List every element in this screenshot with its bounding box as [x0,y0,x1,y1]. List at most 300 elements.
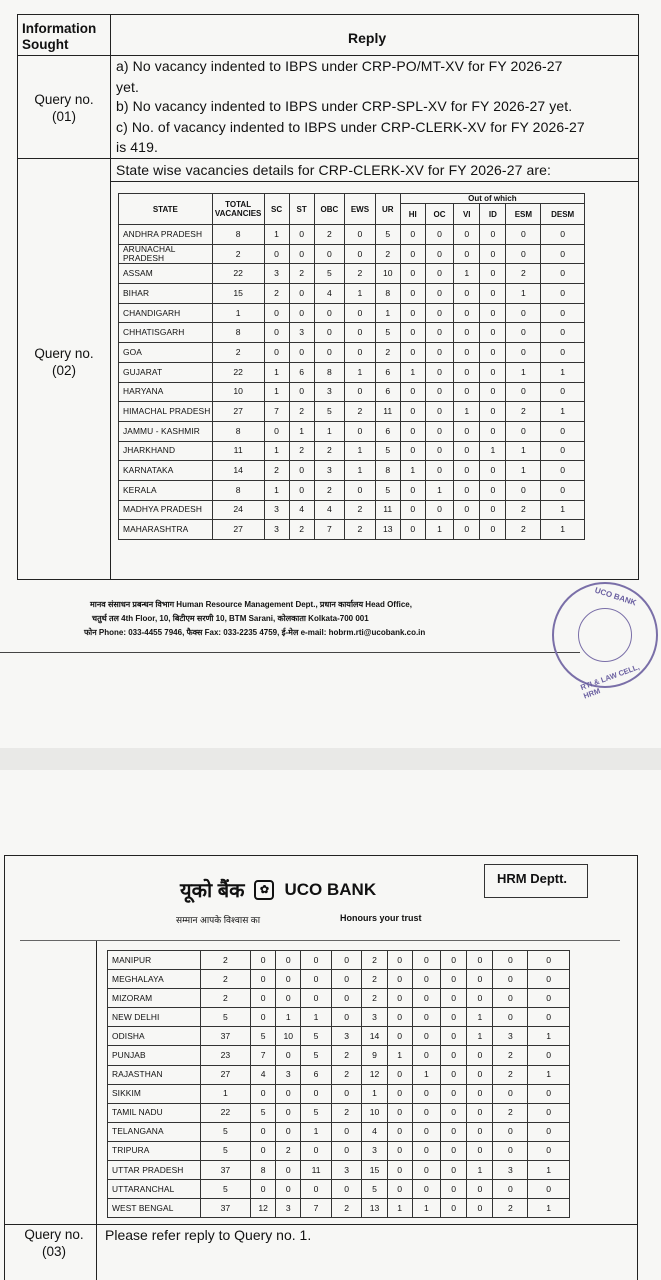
table-cell: 5 [375,323,400,343]
table-cell: 0 [387,1008,412,1027]
table-cell: 5 [314,264,345,284]
table-cell: 0 [528,1008,570,1027]
dept-box: HRM Deptt. [484,864,588,898]
state-name: CHANDIGARH [119,303,213,323]
table-cell: 4 [251,1065,276,1084]
table-cell: 0 [345,244,376,264]
table-cell: 1 [412,1199,440,1218]
table-cell: 0 [345,225,376,245]
table-cell: 5 [314,402,345,422]
table-cell: 23 [200,1046,250,1065]
table-cell: 0 [276,1046,301,1065]
table-cell: 2 [314,225,345,245]
table-cell: 37 [200,1027,250,1046]
table-cell: 1 [506,284,541,304]
table-cell: 0 [425,500,453,520]
table-cell: 0 [454,382,480,402]
uco-bank-logo [180,876,376,903]
table-cell: 3 [264,520,289,540]
table-cell: 0 [528,1103,570,1122]
table-cell: 2 [362,989,387,1008]
table-cell: 0 [454,500,480,520]
table-cell: 1 [212,303,264,323]
table-cell: 0 [345,421,376,441]
state-name: HIMACHAL PRADESH [119,402,213,422]
footer-line-2: चतुर्थ तल 4th Floor, 10, बिटीएम सरणी 10, BTM Sarani, कोलकाता Kolkata-700 001 [92,614,369,623]
table-cell: 4 [314,284,345,304]
query-1-reply-line: yet. [116,79,139,95]
table-row [119,480,585,500]
table-cell: 0 [467,970,493,989]
table-cell: 7 [251,1046,276,1065]
table-cell: 1 [375,303,400,323]
table-cell: 1 [387,1046,412,1065]
table-cell: 5 [375,480,400,500]
table-cell: 0 [528,1180,570,1199]
state-name: KARNATAKA [119,461,213,481]
table-row [119,264,585,284]
col-header-obc: OBC [314,194,345,225]
table-cell: 0 [412,1141,440,1160]
table-cell: 0 [528,1046,570,1065]
table-cell: 5 [375,441,400,461]
table-cell: 0 [541,441,585,461]
table-cell: 0 [264,343,289,363]
table-cell: 0 [301,1180,332,1199]
table-cell: 0 [345,382,376,402]
table-cell: 2 [375,244,400,264]
table-row [119,362,585,382]
table-row [119,500,585,520]
table-cell: 2 [289,441,314,461]
state-name: TELANGANA [108,1122,201,1141]
table-cell: 0 [387,1122,412,1141]
table-cell: 0 [400,500,425,520]
query-1-reply-line: a) No vacancy indented to IBPS under CRP-PO/MT-XV for FY 2026-27 [116,58,563,74]
query-3-label: Query no. (03) [24,1227,84,1259]
table-cell: 0 [467,1141,493,1160]
table-cell: 8 [251,1161,276,1180]
col-header-total: TOTAL VACANCIES [212,194,264,225]
table-cell: 0 [264,323,289,343]
table-cell: 0 [331,951,362,970]
table-cell: 0 [387,1180,412,1199]
table-row [119,461,585,481]
table-cell: 3 [276,1065,301,1084]
table-cell: 2 [212,244,264,264]
table-cell: 0 [480,343,506,363]
state-name: TAMIL NADU [108,1103,201,1122]
table-cell: 0 [301,951,332,970]
table-cell: 0 [331,1084,362,1103]
table-cell: 3 [362,1141,387,1160]
table-cell: 6 [289,362,314,382]
table-cell: 0 [493,1008,528,1027]
table-cell: 0 [454,343,480,363]
table-cell: 3 [314,382,345,402]
table-row [108,970,570,989]
table-cell: 0 [454,303,480,323]
table-cell: 0 [264,421,289,441]
row-divider [4,1224,638,1225]
col-header-id: ID [480,204,506,225]
table-cell: 0 [400,244,425,264]
table-cell: 9 [362,1046,387,1065]
table-cell: 0 [251,1122,276,1141]
table-cell: 0 [276,1084,301,1103]
uco-emblem-icon: ✿ [254,880,274,900]
table-cell: 0 [480,520,506,540]
table-cell: 0 [264,244,289,264]
table-cell: 8 [212,323,264,343]
table-cell: 0 [480,323,506,343]
col-header-desm: DESM [541,204,585,225]
table-cell: 0 [387,989,412,1008]
table-cell: 4 [289,500,314,520]
table-cell: 1 [528,1027,570,1046]
table-row [108,1008,570,1027]
table-cell: 0 [345,323,376,343]
table-cell: 1 [541,362,585,382]
state-name: CHHATISGARH [119,323,213,343]
table-cell: 5 [200,1180,250,1199]
table-cell: 0 [425,461,453,481]
table-cell: 2 [345,520,376,540]
table-cell: 1 [400,362,425,382]
table-cell: 2 [345,500,376,520]
table-cell: 1 [345,362,376,382]
state-name: MAHARASHTRA [119,520,213,540]
table-cell: 2 [506,402,541,422]
table-row [108,1180,570,1199]
table-cell: 0 [400,402,425,422]
table-cell: 5 [251,1103,276,1122]
table-cell: 0 [400,421,425,441]
table-cell: 14 [212,461,264,481]
table-cell: 0 [276,951,301,970]
table-cell: 0 [541,225,585,245]
table-cell: 5 [301,1027,332,1046]
table-cell: 8 [314,362,345,382]
table-cell: 0 [541,461,585,481]
table-cell: 0 [454,244,480,264]
table-cell: 0 [506,225,541,245]
stamp-text-bottom: RTI & LAW CELL, HRM [579,662,641,701]
state-name: MADHYA PRADESH [119,500,213,520]
col-header-sc: SC [264,194,289,225]
table-cell: 0 [480,461,506,481]
column-divider [96,941,97,1280]
table-cell: 0 [541,421,585,441]
table-cell: 0 [454,323,480,343]
table-cell: 1 [454,264,480,284]
table-cell: 15 [362,1161,387,1180]
table-cell: 0 [301,989,332,1008]
table-cell: 6 [375,362,400,382]
table-cell: 5 [301,1103,332,1122]
table-cell: 0 [480,244,506,264]
header-information-sought: Information Sought [22,21,97,52]
table-cell: 2 [212,343,264,363]
table-cell: 2 [331,1065,362,1084]
table-cell: 0 [345,343,376,363]
table-cell: 0 [276,970,301,989]
table-cell: 2 [506,500,541,520]
state-vacancy-table [118,193,585,540]
table-cell: 0 [493,989,528,1008]
table-cell: 0 [506,343,541,363]
table-cell: 0 [301,970,332,989]
state-name: ODISHA [108,1027,201,1046]
col-header-ur: UR [375,194,400,225]
query-1-label: Query no. (01) [34,92,94,124]
table-cell: 0 [528,1122,570,1141]
query-1-reply-line: c) No. of vacancy indented to IBPS under CRP-CLERK-XV for FY 2026-27 [116,119,585,135]
table-cell: 0 [400,264,425,284]
logo-english-text: UCO BANK [284,879,377,899]
footer-rule [0,652,580,653]
table-cell: 1 [345,441,376,461]
row-divider [18,158,638,159]
table-cell: 0 [425,264,453,284]
table-cell: 0 [454,421,480,441]
table-cell: 0 [289,382,314,402]
table-cell: 1 [264,225,289,245]
row-divider [110,181,638,182]
table-cell: 2 [493,1199,528,1218]
table-cell: 1 [264,441,289,461]
table-cell: 4 [362,1122,387,1141]
table-cell: 0 [400,225,425,245]
col-header-hi: HI [400,204,425,225]
table-cell: 0 [480,480,506,500]
table-cell: 0 [528,970,570,989]
state-name: JHARKHAND [119,441,213,461]
table-cell: 0 [528,951,570,970]
table-cell: 0 [412,1180,440,1199]
table-cell: 0 [264,303,289,323]
table-row [119,382,585,402]
table-cell: 1 [541,520,585,540]
table-cell: 0 [412,970,440,989]
query-2-intro: State wise vacancies details for CRP-CLERK-XV for FY 2026-27 are: [116,162,551,178]
table-cell: 5 [251,1027,276,1046]
table-cell: 0 [425,441,453,461]
table-cell: 0 [467,1065,493,1084]
table-cell: 0 [276,989,301,1008]
table-cell: 0 [276,1122,301,1141]
table-cell: 0 [528,1141,570,1160]
table-cell: 0 [345,480,376,500]
table-cell: 1 [506,362,541,382]
table-cell: 0 [480,284,506,304]
table-cell: 0 [441,1027,467,1046]
header-reply: Reply [348,30,387,46]
table-cell: 0 [289,480,314,500]
table-cell: 0 [506,382,541,402]
table-cell: 6 [301,1065,332,1084]
table-cell: 1 [276,1008,301,1027]
table-cell: 37 [200,1161,250,1180]
table-cell: 1 [301,1008,332,1027]
table-cell: 0 [314,343,345,363]
table-cell: 8 [212,225,264,245]
table-cell: 0 [387,970,412,989]
table-cell: 0 [276,1161,301,1180]
table-cell: 10 [212,382,264,402]
table-cell: 0 [412,1027,440,1046]
table-cell: 2 [493,1046,528,1065]
table-cell: 2 [289,520,314,540]
table-cell: 1 [400,461,425,481]
table-cell: 0 [454,284,480,304]
table-cell: 0 [425,421,453,441]
stamp-emblem-icon [578,608,632,662]
table-row [119,323,585,343]
table-cell: 0 [412,951,440,970]
state-name: UTTARANCHAL [108,1180,201,1199]
table-cell: 3 [493,1027,528,1046]
table-cell: 0 [506,421,541,441]
table-cell: 3 [314,461,345,481]
table-cell: 0 [454,520,480,540]
state-name: ASSAM [119,264,213,284]
table-cell: 2 [331,1046,362,1065]
table-cell: 0 [541,303,585,323]
logo-hindi-text: यूको बैंक [180,880,245,902]
table-cell: 2 [200,951,250,970]
table-cell: 1 [425,520,453,540]
table-cell: 0 [541,244,585,264]
table-row [119,244,585,264]
table-cell: 2 [264,461,289,481]
table-cell: 2 [331,1103,362,1122]
table-cell: 11 [301,1161,332,1180]
table-row [108,1141,570,1160]
table-row [119,303,585,323]
table-cell: 2 [375,343,400,363]
table-cell: 0 [412,1122,440,1141]
table-cell: 0 [493,1084,528,1103]
table-cell: 0 [441,1161,467,1180]
table-cell: 3 [264,500,289,520]
state-name: RAJASTHAN [108,1065,201,1084]
table-cell: 2 [345,264,376,284]
table-cell: 0 [541,382,585,402]
table-cell: 0 [454,480,480,500]
table-cell: 1 [467,1161,493,1180]
table-cell: 1 [528,1161,570,1180]
table-cell: 0 [387,951,412,970]
table-cell: 1 [541,500,585,520]
header-rule [20,940,620,941]
table-cell: 0 [506,303,541,323]
table-cell: 0 [425,362,453,382]
table-cell: 5 [200,1008,250,1027]
table-cell: 0 [454,225,480,245]
table-cell: 0 [441,1046,467,1065]
table-cell: 0 [301,1084,332,1103]
table-cell: 3 [493,1161,528,1180]
table-cell: 3 [331,1027,362,1046]
table-cell: 0 [387,1065,412,1084]
table-cell: 0 [412,1008,440,1027]
table-cell: 0 [276,1180,301,1199]
state-name: JAMMU - KASHMIR [119,421,213,441]
table-cell: 2 [506,264,541,284]
table-cell: 0 [480,402,506,422]
table-cell: 2 [331,1199,362,1218]
column-divider [110,15,111,579]
table-cell: 0 [276,1103,301,1122]
table-row [119,421,585,441]
table-cell: 0 [454,362,480,382]
table-cell: 0 [480,264,506,284]
table-cell: 0 [467,1046,493,1065]
table-cell: 0 [400,480,425,500]
table-cell: 0 [387,1084,412,1103]
table-cell: 0 [400,343,425,363]
table-cell: 4 [314,500,345,520]
table-cell: 3 [289,323,314,343]
table-cell: 0 [400,284,425,304]
state-name: GOA [119,343,213,363]
table-row [108,1122,570,1141]
state-name: ANDHRA PRADESH [119,225,213,245]
table-cell: 2 [314,480,345,500]
table-cell: 0 [541,284,585,304]
table-cell: 0 [400,382,425,402]
table-row [108,1161,570,1180]
table-cell: 2 [314,441,345,461]
table-cell: 0 [400,323,425,343]
footer-line-3: फोन Phone: 033-4455 7946, फैक्स Fax: 033-2235 4759, ई-मेल e-mail: hobrm.rti@ucobank.co.in [84,628,426,637]
table-cell: 24 [212,500,264,520]
state-name: TRIPURA [108,1141,201,1160]
table-cell: 2 [345,402,376,422]
table-cell: 12 [251,1199,276,1218]
state-name: MEGHALAYA [108,970,201,989]
table-cell: 1 [200,1084,250,1103]
col-header-ews: EWS [345,194,376,225]
state-name: ARUNACHAL PRADESH [119,244,213,264]
table-cell: 0 [454,441,480,461]
table-cell: 10 [276,1027,301,1046]
table-cell: 11 [375,402,400,422]
table-cell: 15 [212,284,264,304]
table-cell: 2 [276,1141,301,1160]
document-page-2 [0,770,661,1280]
table-cell: 1 [289,421,314,441]
table-cell: 1 [412,1065,440,1084]
table-cell: 0 [480,382,506,402]
table-cell: 5 [362,1180,387,1199]
table-cell: 0 [331,970,362,989]
table-cell: 27 [212,520,264,540]
table-cell: 0 [289,225,314,245]
table-cell: 0 [400,520,425,540]
table-cell: 0 [314,244,345,264]
table-cell: 2 [506,520,541,540]
table-cell: 0 [425,303,453,323]
table-row [108,1084,570,1103]
table-cell: 1 [301,1122,332,1141]
state-name: HARYANA [119,382,213,402]
table-cell: 0 [400,303,425,323]
stamp-text-top: UCO BANK [593,585,638,608]
table-cell: 0 [425,225,453,245]
table-cell: 0 [412,1084,440,1103]
